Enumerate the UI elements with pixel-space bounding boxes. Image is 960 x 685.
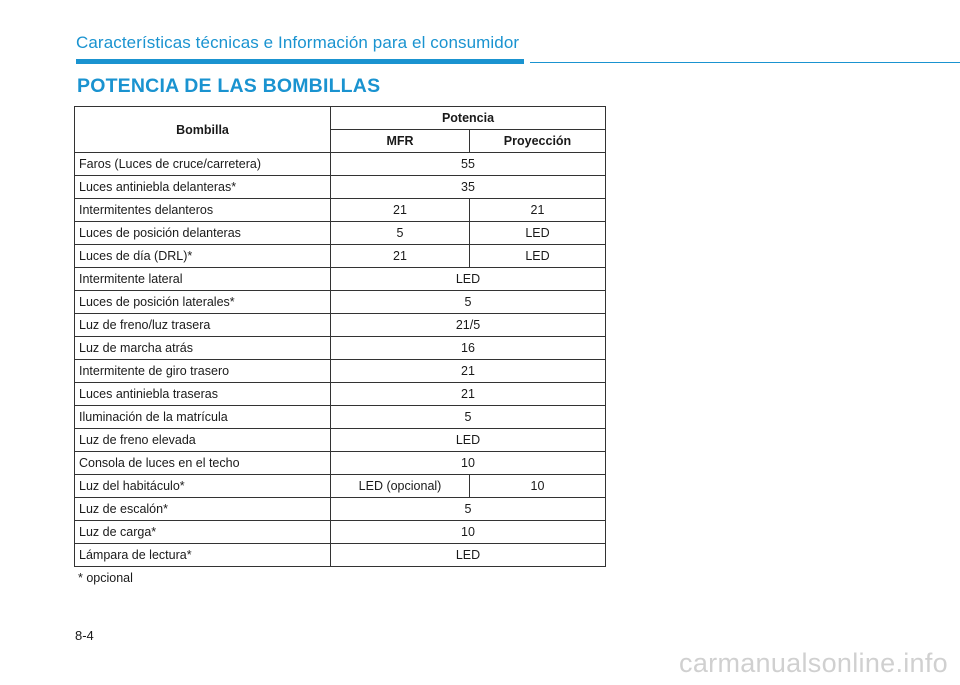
bulb-name: Luces antiniebla traseras [75,383,331,406]
power-value: LED [331,268,606,291]
table-row [75,521,606,544]
power-value: LED [331,429,606,452]
bulb-name: Luces de posición laterales* [75,291,331,314]
bulb-name: Luces antiniebla delanteras* [75,176,331,199]
power-mfr: 21 [331,245,470,268]
bulb-name: Intermitente lateral [75,268,331,291]
power-projection: 21 [470,199,606,222]
power-mfr: 5 [331,222,470,245]
bulb-name: Luz de carga* [75,521,331,544]
power-value: LED [331,544,606,567]
bulb-name: Luces de posición delanteras [75,222,331,245]
table-row [75,268,606,291]
table-row [75,429,606,452]
power-value: 5 [331,498,606,521]
power-projection: LED [470,245,606,268]
table-row [75,383,606,406]
bulb-name: Iluminación de la matrícula [75,406,331,429]
bulb-name: Luces de día (DRL)* [75,245,331,268]
header-power: Potencia [331,107,606,130]
table-body [75,153,606,567]
bulb-name: Luz de freno elevada [75,429,331,452]
header-rule-thick [76,59,524,64]
table-row [75,337,606,360]
table-row [75,406,606,429]
power-value: 5 [331,406,606,429]
power-value: 21 [331,383,606,406]
header-bulb: Bombilla [75,107,331,153]
power-value: 16 [331,337,606,360]
bulb-name: Intermitente de giro trasero [75,360,331,383]
power-projection: LED [470,222,606,245]
section-title: POTENCIA DE LAS BOMBILLAS [77,75,381,97]
bulb-name: Luz del habitáculo* [75,475,331,498]
power-value: 21/5 [331,314,606,337]
power-value: 10 [331,521,606,544]
table-row [75,475,606,498]
bulb-name: Luz de marcha atrás [75,337,331,360]
watermark: carmanualsonline.info [679,648,948,678]
chapter-title: Características técnicas e Información para el consumidor [76,33,520,52]
header-mfr: MFR [331,130,470,153]
power-value: 35 [331,176,606,199]
page-number: 8-4 [75,628,94,643]
table-row [75,199,606,222]
power-projection: 10 [470,475,606,498]
bulb-name: Lámpara de lectura* [75,544,331,567]
table-row [75,452,606,475]
bulb-name: Faros (Luces de cruce/carretera) [75,153,331,176]
header-projection: Proyección [470,130,606,153]
table-row [75,176,606,199]
power-value: 10 [331,452,606,475]
footnote: * opcional [78,571,133,585]
power-value: 5 [331,291,606,314]
table-header-row [75,107,606,130]
table-row [75,153,606,176]
table-row [75,544,606,567]
bulb-name: Luz de escalón* [75,498,331,521]
table-row [75,314,606,337]
power-mfr: 21 [331,199,470,222]
table-row [75,245,606,268]
table-row [75,498,606,521]
bulb-name: Luz de freno/luz trasera [75,314,331,337]
power-value: 21 [331,360,606,383]
table-row [75,291,606,314]
power-mfr: LED (opcional) [331,475,470,498]
table-row [75,360,606,383]
bulb-name: Intermitentes delanteros [75,199,331,222]
bulb-name: Consola de luces en el techo [75,452,331,475]
header-rule-thin [530,62,960,63]
bulb-power-table [74,106,606,567]
power-value: 55 [331,153,606,176]
table-row [75,222,606,245]
